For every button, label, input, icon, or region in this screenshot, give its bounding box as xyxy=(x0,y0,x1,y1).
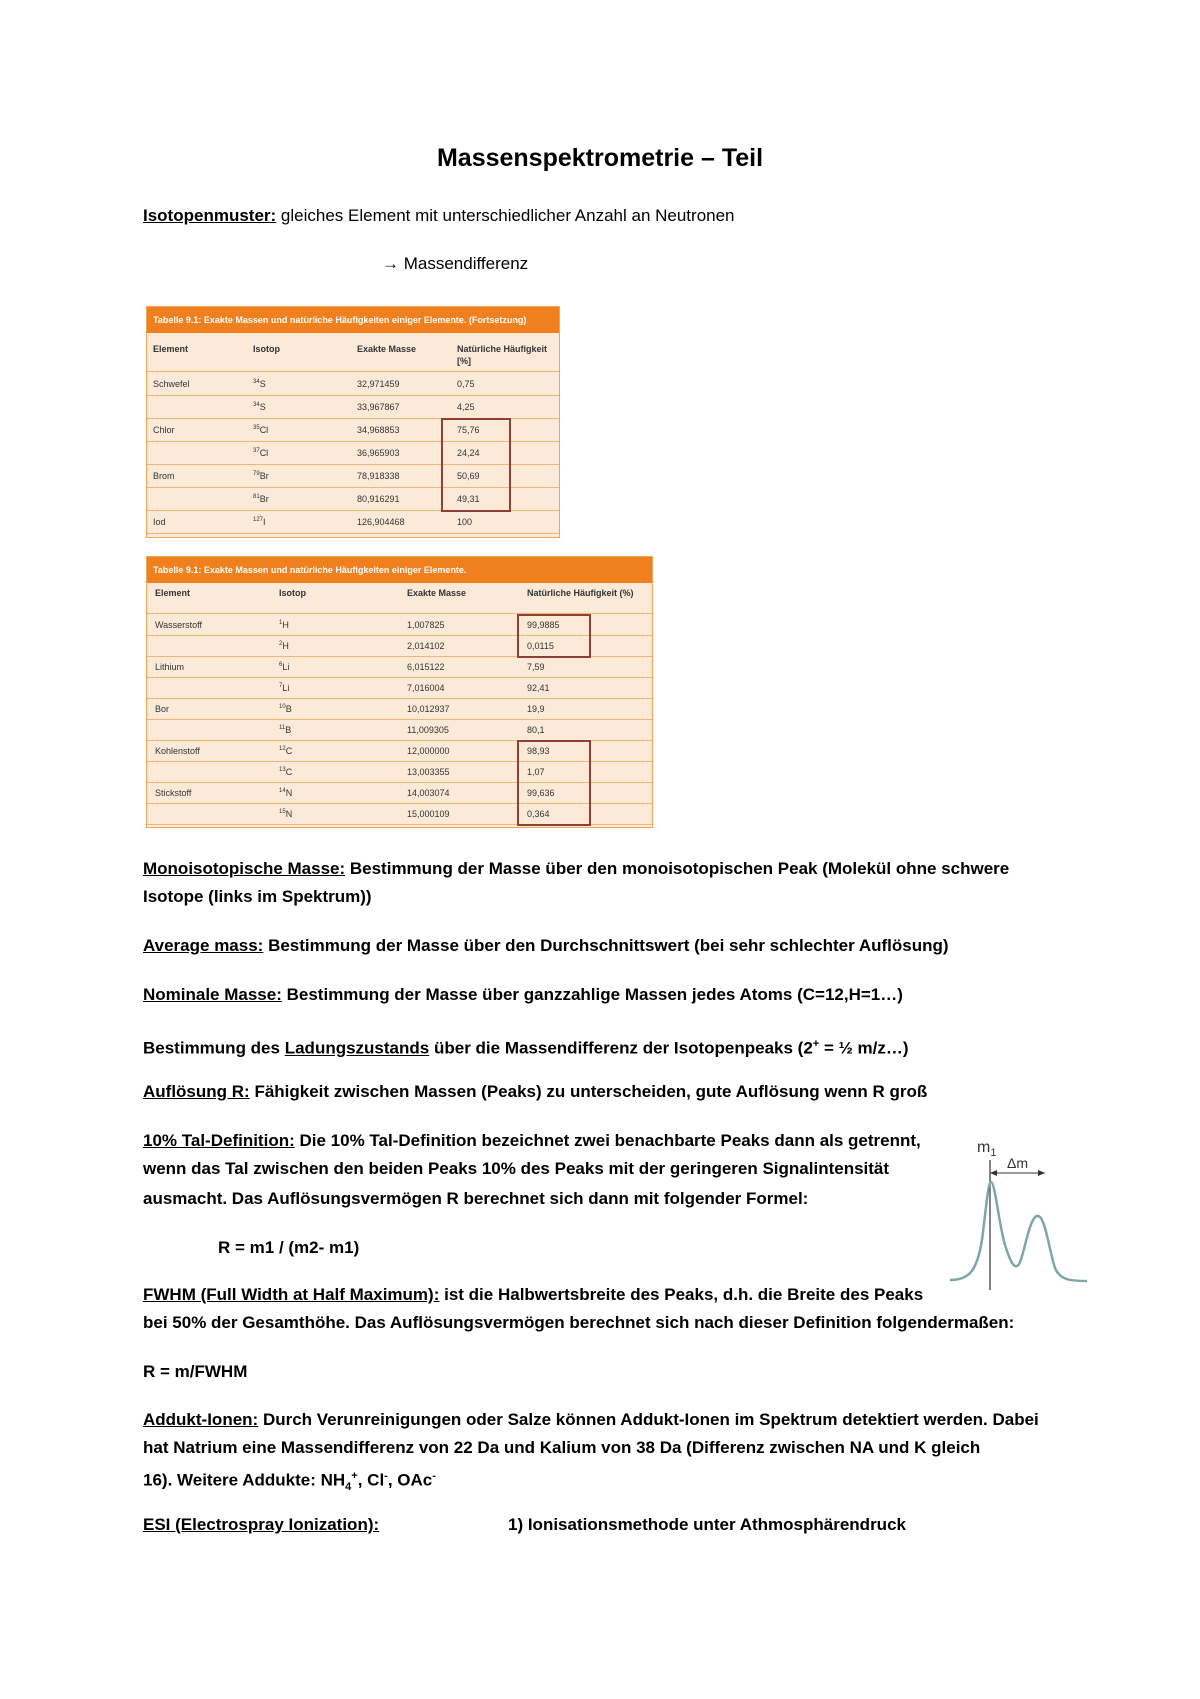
table-cell-abundance: 24,24 xyxy=(457,448,480,458)
nh4-sup: + xyxy=(351,1470,358,1482)
figure-m1-label: $m_1$ xyxy=(977,1139,997,1159)
table-cell-element: Lithium xyxy=(155,662,185,672)
table-cell-mass: 78,918338 xyxy=(357,471,400,481)
highlight-box xyxy=(517,614,591,658)
table-cell-isotope: $^{81}$Br xyxy=(253,494,269,504)
nominal-text: Bestimmung der Masse über ganzzahlige Massen jedes Atoms (C=12,H=1…) xyxy=(286,985,903,1004)
table-cell-element: Wasserstoff xyxy=(155,620,203,630)
table-column-header: Natürliche Häufigkeit (%) xyxy=(527,588,634,598)
table-cell-isotope: $^7$Li xyxy=(279,683,290,693)
table-column-header: Element xyxy=(153,344,189,354)
fwhm-line-1 xyxy=(143,1285,923,1305)
table-cell-mass: 34,968853 xyxy=(357,425,400,435)
fwhm-text-1: ist die Halbwertsbreite des Peaks, d.h. die Breite des Peaks xyxy=(444,1285,924,1304)
adduct-cl: , Cl xyxy=(357,1470,385,1490)
isotopes-label: Isotopenmuster: xyxy=(143,206,277,225)
charge-label: Ladungszustands xyxy=(284,1038,430,1058)
table-cell-abundance: 19,9 xyxy=(527,704,545,714)
mono-label: Monoisotopische Masse: xyxy=(143,859,346,878)
mono-text-2: Isotope (links im Spektrum)) xyxy=(143,887,372,906)
isotopes-line xyxy=(143,206,735,226)
table-cell-isotope: $^{34}$S xyxy=(253,402,266,412)
table1-caption: Tabelle 9.1: Exakte Massen und natürliche Häufigkeiten einiger Elemente. (Fortsetzung) xyxy=(147,307,559,333)
table-cell-isotope: $^2$H xyxy=(279,641,289,651)
table-cell-mass: 7,016004 xyxy=(407,683,445,693)
isotope-table-continued xyxy=(146,306,560,538)
adduct-text-2: hat Natrium eine Massendifferenz von 22 Da und Kalium von 38 Da (Differenz zwischen NA und K gleich xyxy=(143,1438,981,1457)
table-row-divider xyxy=(147,677,652,678)
adduct-text-3: 16). Weitere Addukte: NH xyxy=(143,1470,346,1490)
table-cell-element: Brom xyxy=(153,471,175,481)
table-cell-abundance: 7,59 xyxy=(527,662,545,672)
adduct-line-3 xyxy=(143,1466,436,1497)
table-cell-mass: 126,904468 xyxy=(357,517,405,527)
table-cell-abundance: 4,25 xyxy=(457,402,475,412)
table-header-divider xyxy=(147,371,559,372)
table-column-header: Natürliche Häufigkeit [%] xyxy=(457,344,548,366)
table-cell-mass: 32,971459 xyxy=(357,379,400,389)
table-cell-element: Schwefel xyxy=(153,379,190,389)
average-text: Bestimmung der Masse über den Durchschnittswert (bei sehr schlechter Auflösung) xyxy=(268,936,949,955)
charge-text-end: = ½ m/z…) xyxy=(819,1038,909,1058)
table-cell-abundance: 92,41 xyxy=(527,683,550,693)
adduct-line-1 xyxy=(143,1410,1039,1430)
average-label: Average mass: xyxy=(143,936,264,955)
fwhm-formula: R = m/FWHM xyxy=(143,1362,248,1381)
mono-text-1: Bestimmung der Masse über den monoisotopischen Peak (Molekül ohne schwere xyxy=(349,859,1010,878)
table-row-divider xyxy=(147,719,652,720)
resolution-text: Fähigkeit zwischen Massen (Peaks) zu unterscheiden, gute Auflösung wenn R groß xyxy=(254,1082,928,1101)
table-column-header: Element xyxy=(155,588,191,598)
esi-label: ESI (Electrospray Ionization): xyxy=(143,1515,380,1534)
table-column-header: Exakte Masse xyxy=(407,588,467,598)
nominal-label: Nominale Masse: xyxy=(143,985,282,1004)
page-title: Massenspektrometrie – Teil xyxy=(436,144,764,172)
table-row-divider xyxy=(147,533,559,534)
table-cell-abundance: 100 xyxy=(457,517,473,527)
table2-caption: Tabelle 9.1: Exakte Massen und natürliche Häufigkeiten einiger Elemente. xyxy=(147,557,652,583)
table-cell-mass: 11,009305 xyxy=(407,725,449,735)
table-cell-isotope: $^{35}$Cl xyxy=(253,425,269,435)
highlight-box xyxy=(517,740,591,826)
table-column-header: Isotop xyxy=(279,588,306,598)
nh4-sub: 4 xyxy=(345,1481,352,1494)
figure-delta-label: Δm xyxy=(1007,1155,1029,1171)
table-cell-element: Bor xyxy=(155,704,170,714)
charge-prefix: Bestimmung des xyxy=(143,1038,280,1058)
table-cell-mass: 12,000000 xyxy=(407,746,450,756)
resolution-label: Auflösung R: xyxy=(143,1082,250,1101)
table-cell-isotope: $^{34}$S xyxy=(253,379,266,389)
charge-line xyxy=(143,1034,909,1059)
table-cell-element: Iod xyxy=(153,517,166,527)
figure-arrow-head xyxy=(1038,1170,1045,1176)
table-cell-mass: 14,003074 xyxy=(407,788,450,798)
table-cell-isotope: $^{127}$I xyxy=(253,517,266,527)
cl-sup: - xyxy=(384,1470,388,1482)
adduct-oac: , OAc xyxy=(387,1470,433,1490)
table-cell-element: Kohlenstoff xyxy=(155,746,200,756)
table-cell-abundance: 50,69 xyxy=(457,471,480,481)
isotope-table xyxy=(146,556,653,828)
table-cell-isotope: $^{12}$C xyxy=(279,746,293,756)
table-cell-element: Chlor xyxy=(153,425,175,435)
charge-sup: + xyxy=(812,1038,820,1050)
table-cell-abundance: 0,364 xyxy=(527,809,550,819)
table-cell-abundance: 49,31 xyxy=(457,494,480,504)
table-cell-abundance: 0,0115 xyxy=(527,641,554,651)
resolution-line xyxy=(143,1082,927,1102)
figure-arrow-tail xyxy=(990,1170,997,1176)
table-cell-isotope: $^{13}$C xyxy=(279,767,293,777)
valley-formula: R = m1 / (m2- m1) xyxy=(218,1238,360,1257)
highlight-box xyxy=(441,418,511,512)
table-column-header: Isotop xyxy=(253,344,280,354)
table-cell-mass: 80,916291 xyxy=(357,494,400,504)
valley-line-1 xyxy=(143,1131,921,1151)
table-cell-isotope: $^{37}$Cl xyxy=(253,448,269,458)
valley-text-3: ausmacht. Das Auflösungsvermögen R berechnet sich dann mit folgender Formel: xyxy=(143,1189,809,1208)
table-cell-isotope: $^6$Li xyxy=(279,662,290,672)
table-row-divider xyxy=(147,395,559,396)
table-cell-isotope: $^{10}$B xyxy=(279,704,292,714)
table-cell-isotope: $^{14}$N xyxy=(279,788,293,798)
table-cell-abundance: 0,75 xyxy=(457,379,475,389)
table-cell-abundance: 99,9885 xyxy=(527,620,560,630)
table-cell-mass: 6,015122 xyxy=(407,662,445,672)
table-cell-abundance: 1,07 xyxy=(527,767,545,777)
charge-text: über die Massendifferenz der Isotopenpeaks (2 xyxy=(433,1038,813,1058)
mass-difference-note: → Massendifferenz xyxy=(382,254,529,273)
adduct-label: Addukt-Ionen: xyxy=(143,1410,259,1429)
fwhm-text-2: bei 50% der Gesamthöhe. Das Auflösungsvermögen berechnet sich nach dieser Definition folgendermaßen: xyxy=(143,1313,1015,1332)
table-cell-mass: 1,007825 xyxy=(407,620,445,630)
nominal-line xyxy=(143,985,903,1005)
oac-sup: - xyxy=(432,1470,436,1482)
table-cell-abundance: 80,1 xyxy=(527,725,545,735)
table-row-divider xyxy=(147,698,652,699)
table-cell-abundance: 99,636 xyxy=(527,788,555,798)
table-cell-mass: 15,000109 xyxy=(407,809,450,819)
table-cell-mass: 33,967867 xyxy=(357,402,400,412)
esi-text: 1) Ionisationsmethode unter Athmosphärendruck xyxy=(508,1515,906,1534)
adduct-text-1: Durch Verunreinigungen oder Salze können Addukt-Ionen im Spektrum detektiert werden. Dabei xyxy=(262,1410,1039,1429)
mono-line-1 xyxy=(143,859,1009,879)
table-cell-isotope: $^{79}$Br xyxy=(253,471,269,481)
table-cell-abundance: 75,76 xyxy=(457,425,480,435)
table-cell-mass: 2,014102 xyxy=(407,641,445,651)
table-cell-mass: 10,012937 xyxy=(407,704,450,714)
figure-peak-curve xyxy=(950,1182,1087,1281)
table-cell-isotope: $^{11}$B xyxy=(279,725,292,735)
resolution-peak-figure xyxy=(945,1130,1095,1290)
valley-label: 10% Tal-Definition: xyxy=(143,1131,295,1150)
table-cell-isotope: $^{15}$N xyxy=(279,809,293,819)
table-column-header: Exakte Masse xyxy=(357,344,417,354)
table-cell-mass: 13,003355 xyxy=(407,767,450,777)
valley-text-2: wenn das Tal zwischen den beiden Peaks 10% des Peaks mit der geringeren Signalintensität xyxy=(143,1159,890,1178)
table-cell-abundance: 98,93 xyxy=(527,746,550,756)
table-cell-element: Stickstoff xyxy=(155,788,192,798)
valley-text-1: Die 10% Tal-Definition bezeichnet zwei benachbarte Peaks dann als getrennt, xyxy=(299,1131,921,1150)
table-cell-mass: 36,965903 xyxy=(357,448,400,458)
table-cell-isotope: $^1$H xyxy=(279,620,289,630)
isotopes-text: gleiches Element mit unterschiedlicher Anzahl an Neutronen xyxy=(280,206,735,225)
fwhm-label: FWHM (Full Width at Half Maximum): xyxy=(143,1285,440,1304)
average-line xyxy=(143,936,949,956)
